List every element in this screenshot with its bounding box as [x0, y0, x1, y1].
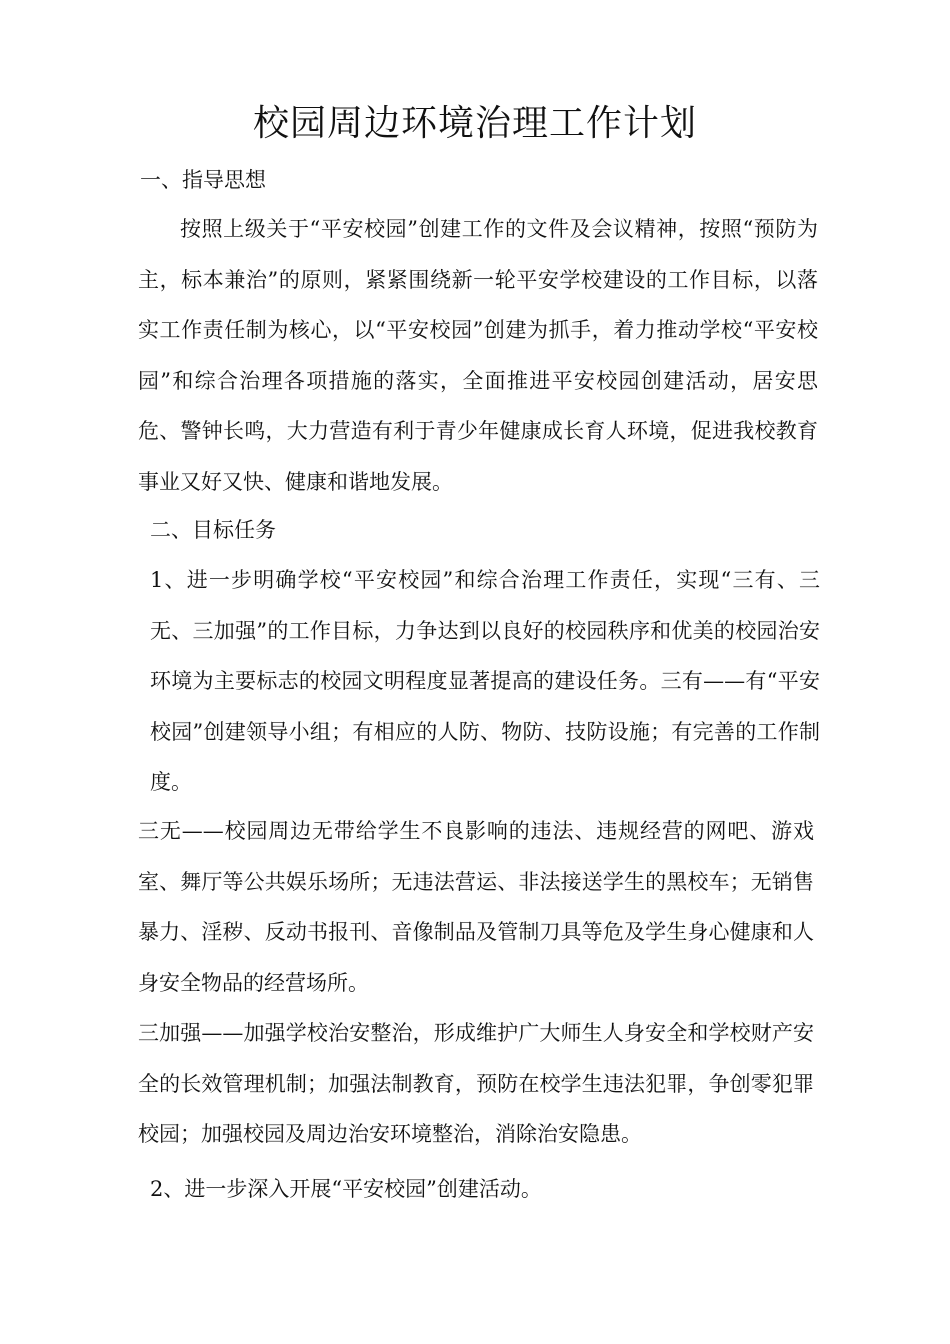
paragraph-three-none: 三无——校园周边无带给学生不良影响的违法、违规经营的网吧、游戏室、舞厅等公共娱乐场所；无违法营运、非法接送学生的黑校车；无销售暴力、淫秽、反动书报刊、音像制品及管制刀具等危及学生身心健康和人身安全物品的经营场所。	[138, 819, 814, 995]
section-heading-goals: 二、目标任务	[150, 518, 276, 542]
paragraph-goal-item-1: 1、进一步明确学校“平安校园”和综合治理工作责任，实现“三有、三无、三加强”的工作目标，力争达到以良好的校园秩序和优美的校园治安环境为主要标志的校园文明程度显著提高的建设任务。三有——有“平安校园”创建领导小组；有相应的人防、物防、技防设施；有完善的工作制度。	[150, 568, 820, 794]
section-heading-guiding-thought: 一、指导思想	[140, 168, 266, 192]
document-title: 校园周边环境治理工作计划	[252, 103, 697, 144]
paragraph-three-strengthen: 三加强——加强学校治安整治，形成维护广大师生人身安全和学校财产安全的长效管理机制；加强法制教育，预防在校学生违法犯罪，争创零犯罪校园；加强校园及周边治安环境整治，消除治安隐患。	[138, 1021, 814, 1146]
paragraph-guiding-thought: 按照上级关于“平安校园”创建工作的文件及会议精神，按照“预防为主，标本兼治”的原则，紧紧围绕新一轮平安学校建设的工作目标，以落实工作责任制为核心，以“平安校园”创建为抓手，着力推动学校“平安校园”和综合治理各项措施的落实，全面推进平安校园创建活动，居安思危、警钟长鸣，大力营造有利于青少年健康成长育人环境，促进我校教育事业又好又快、健康和谐地发展。	[138, 217, 818, 494]
paragraph-goal-item-2: 2、进一步深入开展“平安校园”创建活动。	[150, 1177, 542, 1201]
